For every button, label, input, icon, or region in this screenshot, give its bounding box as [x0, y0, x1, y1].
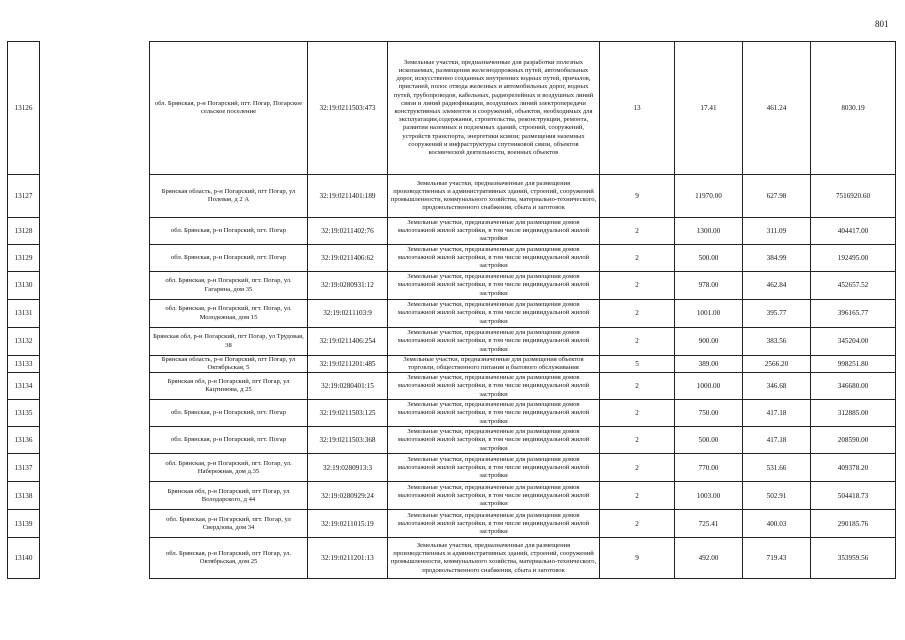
- cadastral-value-cell: 409378.20: [811, 454, 896, 482]
- cadastral-value-cell: 290185.76: [811, 510, 896, 538]
- address-cell: обл. Брянская, р-н Погарский, пгт. Погар: [150, 245, 308, 272]
- usage-group-cell: 2: [600, 482, 675, 510]
- cadastral-value-cell: 452657.52: [811, 272, 896, 300]
- specific-value-cell: 2566.20: [743, 356, 811, 373]
- address-cell: Брянская обл, р-н Погарский, пгт Погар, ул Кацтинюва, д 25: [150, 373, 308, 400]
- land-use-purpose-cell: Земельные участки, предназначенные для размещения домов малоэтажной жилой застройки, в том числе индивидуальной жилой застройки: [388, 427, 600, 454]
- table-row: [8, 272, 896, 300]
- specific-value-cell: 384.99: [743, 245, 811, 272]
- cadastral-number-cell: 32:19:0211103:9: [308, 300, 388, 328]
- cadastral-value-cell: 312885.00: [811, 400, 896, 427]
- area-cell: 17.41: [675, 42, 743, 175]
- area-cell: 770.00: [675, 454, 743, 482]
- cadastral-number-cell: 32:19:0211503:125: [308, 400, 388, 427]
- address-cell: обл. Брянская, р-н Погарский, пгт. Погар: [150, 400, 308, 427]
- row-number-cell: 13137: [8, 454, 40, 482]
- table-row: [8, 454, 896, 482]
- empty-cell: [40, 175, 150, 218]
- table-row: [8, 42, 896, 175]
- land-use-purpose-cell: Земельные участки, предназначенные для разработки полезных ископаемых, размещения железнодорожных путей, автомобильных дорог, искусственно созданных внутренних водных путей, причалов, пристаней, полос отвода железных и автомобильных дорог, водных путей, трубопроводов, кабельных, радиорелейных и воздушных линий связи и линий радиофикации, воздушных линий электропередачи конструктивных элементов и сооружений, объектов, необходимых для эксплуатации,содержания, строительства, реконструкции, ремонта, развития наземных и подземных зданий, строений, сооружений, устройств транспорта, энергетики ксвязи; размещения наземных сооружений и инфраструктуры спутниковой связи, объектов космической деятельности, военных объектов: [388, 42, 600, 175]
- usage-group-cell: 9: [600, 538, 675, 579]
- table-row: [8, 538, 896, 579]
- cadastral-value-cell: 7516920.60: [811, 175, 896, 218]
- row-number-cell: 13130: [8, 272, 40, 300]
- area-cell: 1001.00: [675, 300, 743, 328]
- table-row: [8, 218, 896, 245]
- specific-value-cell: 346.68: [743, 373, 811, 400]
- empty-cell: [40, 427, 150, 454]
- address-cell: обл. Брянская, р-н Погарский, пгт Погар, ул. Октябрьская, дом 25: [150, 538, 308, 579]
- address-cell: обл. Брянская, р-н Погарский, пгт. Погар, Погарское сельское поселение: [150, 42, 308, 175]
- address-cell: Брянская область, р-н Погарский, пгт Погар, ул Октябрьская, 5: [150, 356, 308, 373]
- specific-value-cell: 383.56: [743, 328, 811, 356]
- cadastral-number-cell: 32:19:0211406:254: [308, 328, 388, 356]
- empty-cell: [40, 300, 150, 328]
- row-number-cell: 13139: [8, 510, 40, 538]
- cadastral-number-cell: 32:19:0211201:13: [308, 538, 388, 579]
- cadastral-value-cell: 396165.77: [811, 300, 896, 328]
- specific-value-cell: 719.43: [743, 538, 811, 579]
- cadastral-value-table: [7, 41, 896, 579]
- row-number-cell: 13135: [8, 400, 40, 427]
- specific-value-cell: 417.18: [743, 400, 811, 427]
- specific-value-cell: 395.77: [743, 300, 811, 328]
- page-number: 801: [875, 19, 889, 29]
- specific-value-cell: 627.98: [743, 175, 811, 218]
- specific-value-cell: 311.09: [743, 218, 811, 245]
- area-cell: 500.00: [675, 427, 743, 454]
- table-row: [8, 328, 896, 356]
- cadastral-number-cell: 32:19:0211406:62: [308, 245, 388, 272]
- row-number-cell: 13138: [8, 482, 40, 510]
- usage-group-cell: 5: [600, 356, 675, 373]
- cadastral-number-cell: 32:19:0280401:15: [308, 373, 388, 400]
- cadastral-number-cell: 32:19:0211503:473: [308, 42, 388, 175]
- row-number-cell: 13127: [8, 175, 40, 218]
- cadastral-value-cell: 346680.00: [811, 373, 896, 400]
- address-cell: обл. Брянская, р-н Погарский, пгт. Погар, ул. Гагарина, дом 35: [150, 272, 308, 300]
- area-cell: 1300.00: [675, 218, 743, 245]
- address-cell: обл. Брянская, р-н Погарский, пгт. Погар: [150, 218, 308, 245]
- area-cell: 492.00: [675, 538, 743, 579]
- address-cell: обл. Брянская, р-н Погарский, пгт. Погар, ул. Набережная, дом д.35: [150, 454, 308, 482]
- land-use-purpose-cell: Земельные участки, предназначенные для размещения домов малоэтажной жилой застройки, в том числе индивидуальной жилой застройки: [388, 300, 600, 328]
- usage-group-cell: 2: [600, 300, 675, 328]
- address-cell: обл. Брянская, р-н Погарский, пгт. Погар: [150, 427, 308, 454]
- cadastral-value-cell: 504418.73: [811, 482, 896, 510]
- empty-cell: [40, 454, 150, 482]
- cadastral-number-cell: 32:19:0211402:76: [308, 218, 388, 245]
- row-number-cell: 13132: [8, 328, 40, 356]
- table-row: [8, 373, 896, 400]
- usage-group-cell: 2: [600, 245, 675, 272]
- land-use-purpose-cell: Земельные участки, предназначенные для размещения домов малоэтажной жилой застройки, в том числе индивидуальной жилой застройки: [388, 218, 600, 245]
- address-cell: Брянская область, р-н Погарский, пгт Погар, ул Полевая, д 2 А: [150, 175, 308, 218]
- area-cell: 750.00: [675, 400, 743, 427]
- row-number-cell: 13129: [8, 245, 40, 272]
- land-use-purpose-cell: Земельные участки, предназначенные для размещения домов малоэтажной жилой застройки, в том числе индивидуальной жилой застройки: [388, 482, 600, 510]
- usage-group-cell: 2: [600, 218, 675, 245]
- specific-value-cell: 417.18: [743, 427, 811, 454]
- land-use-purpose-cell: Земельные участки, предназначенные для размещения домов малоэтажной жилой застройки, в том числе индивидуальной жилой застройки: [388, 373, 600, 400]
- empty-cell: [40, 218, 150, 245]
- land-use-purpose-cell: Земельные участки, предназначенные для размещения домов малоэтажной жилой застройки, в том числе индивидуальной жилой застройки: [388, 454, 600, 482]
- land-use-purpose-cell: Земельные участки, предназначенные для размещения производственных и административных зданий, строений, сооружений промышленности, коммунального хозяйства, материально-технического, продовольственного снабжения, сбыта и заготовок: [388, 175, 600, 218]
- empty-cell: [40, 328, 150, 356]
- table-row: [8, 175, 896, 218]
- address-cell: обл. Брянская, р-н Погарский, пгт. Погар, ул. Молодежная, дом 15: [150, 300, 308, 328]
- land-use-purpose-cell: Земельные участки, предназначенные для размещения домов малоэтажной жилой застройки, в том числе индивидуальной жилой застройки: [388, 245, 600, 272]
- row-number-cell: 13131: [8, 300, 40, 328]
- empty-cell: [40, 272, 150, 300]
- table-row: [8, 300, 896, 328]
- cadastral-number-cell: 32:19:0280913:3: [308, 454, 388, 482]
- empty-cell: [40, 356, 150, 373]
- usage-group-cell: 2: [600, 510, 675, 538]
- land-use-purpose-cell: Земельные участки, предназначенные для размещения домов малоэтажной жилой застройки, в том числе индивидуальной жилой застройки: [388, 272, 600, 300]
- cadastral-value-cell: 8030.19: [811, 42, 896, 175]
- usage-group-cell: 2: [600, 373, 675, 400]
- usage-group-cell: 2: [600, 454, 675, 482]
- address-cell: Брянская обл, р-н Погарский, пгт Погар, ул Трудовая, 38: [150, 328, 308, 356]
- area-cell: 725.41: [675, 510, 743, 538]
- row-number-cell: 13133: [8, 356, 40, 373]
- row-number-cell: 13140: [8, 538, 40, 579]
- cadastral-number-cell: 32:19:0211401:189: [308, 175, 388, 218]
- land-use-purpose-cell: Земельные участки, предназначенные для размещения домов малоэтажной жилой застройки, в том числе индивидуальной жилой застройки: [388, 400, 600, 427]
- table-body: [8, 42, 896, 579]
- area-cell: 389.00: [675, 356, 743, 373]
- specific-value-cell: 461.24: [743, 42, 811, 175]
- empty-cell: [40, 42, 150, 175]
- area-cell: 500.00: [675, 245, 743, 272]
- land-use-purpose-cell: Земельные участки, предназначенные для размещения производственных и административных зданий, строений, сооружений промышленности, коммунального хозяйства, материально-технического, продовольственного снабжения, сбыта и заготовок: [388, 538, 600, 579]
- empty-cell: [40, 538, 150, 579]
- table-row: [8, 400, 896, 427]
- cadastral-value-cell: 353959.56: [811, 538, 896, 579]
- land-use-purpose-cell: Земельные участки, предназначенные для размещения домов малоэтажной жилой застройки, в том числе индивидуальной жилой застройки: [388, 328, 600, 356]
- empty-cell: [40, 510, 150, 538]
- table-row: [8, 356, 896, 373]
- area-cell: 978.00: [675, 272, 743, 300]
- cadastral-number-cell: 32:19:0211015:19: [308, 510, 388, 538]
- table-row: [8, 427, 896, 454]
- address-cell: Брянская обл, р-н Погарский, пгт Погар, ул Володарского, д 44: [150, 482, 308, 510]
- land-use-purpose-cell: Земельные участки, предназначенные для размещения домов малоэтажной жилой застройки, в том числе индивидуальной жилой застройки: [388, 510, 600, 538]
- specific-value-cell: 462.84: [743, 272, 811, 300]
- cadastral-value-cell: 998251.80: [811, 356, 896, 373]
- usage-group-cell: 13: [600, 42, 675, 175]
- usage-group-cell: 9: [600, 175, 675, 218]
- table-row: [8, 245, 896, 272]
- cadastral-value-cell: 404417.00: [811, 218, 896, 245]
- cadastral-number-cell: 32:19:0280929:24: [308, 482, 388, 510]
- cadastral-number-cell: 32:19:0280931:12: [308, 272, 388, 300]
- area-cell: 1003.00: [675, 482, 743, 510]
- area-cell: 900.00: [675, 328, 743, 356]
- table-row: [8, 482, 896, 510]
- cadastral-number-cell: 32:19:0211201:485: [308, 356, 388, 373]
- empty-cell: [40, 373, 150, 400]
- empty-cell: [40, 482, 150, 510]
- empty-cell: [40, 245, 150, 272]
- table-row: [8, 510, 896, 538]
- row-number-cell: 13136: [8, 427, 40, 454]
- cadastral-value-cell: 345204.00: [811, 328, 896, 356]
- specific-value-cell: 400.03: [743, 510, 811, 538]
- usage-group-cell: 2: [600, 400, 675, 427]
- usage-group-cell: 2: [600, 427, 675, 454]
- usage-group-cell: 2: [600, 328, 675, 356]
- usage-group-cell: 2: [600, 272, 675, 300]
- cadastral-value-cell: 192495.00: [811, 245, 896, 272]
- row-number-cell: 13134: [8, 373, 40, 400]
- cadastral-number-cell: 32:19:0211503:368: [308, 427, 388, 454]
- address-cell: обл. Брянская, р-н Погарский, пгт. Погар, ул Свердлова, дом 34: [150, 510, 308, 538]
- row-number-cell: 13128: [8, 218, 40, 245]
- area-cell: 11970.00: [675, 175, 743, 218]
- specific-value-cell: 502.91: [743, 482, 811, 510]
- empty-cell: [40, 400, 150, 427]
- row-number-cell: 13126: [8, 42, 40, 175]
- area-cell: 1000.00: [675, 373, 743, 400]
- cadastral-value-cell: 208590.00: [811, 427, 896, 454]
- specific-value-cell: 531.66: [743, 454, 811, 482]
- land-use-purpose-cell: Земельные участки, предназначенные для размещения объектов торговли, общественного питания и бытового обслуживания: [388, 356, 600, 373]
